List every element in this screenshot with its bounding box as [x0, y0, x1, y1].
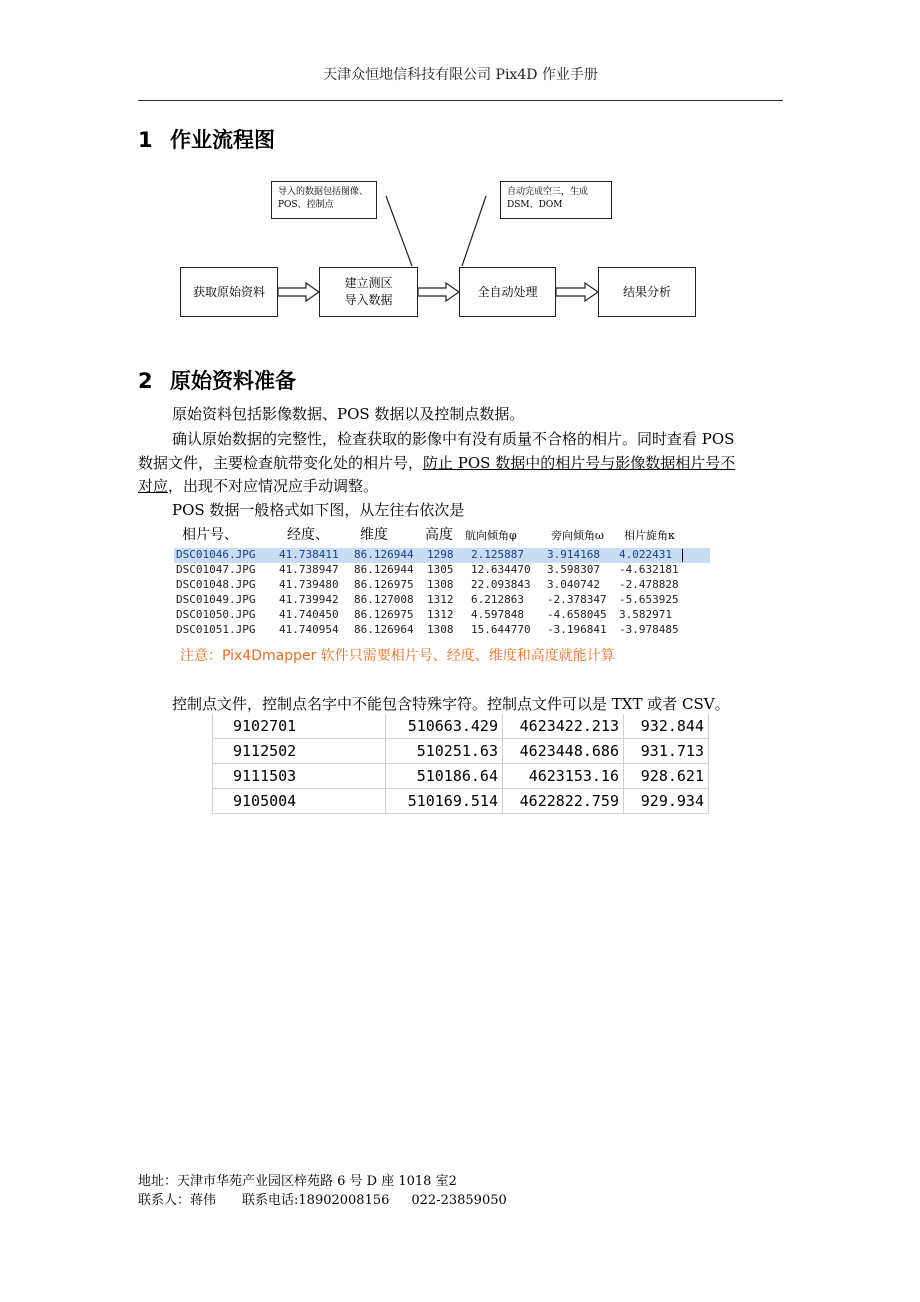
table-row[interactable]: 9112502 510251.63 4623448.686 931.713: [213, 739, 709, 764]
step-get-raw-data: 获取原始资料: [180, 267, 278, 317]
section-1-number: 1: [138, 128, 153, 152]
step-create-project: 建立测区 导入数据: [319, 267, 418, 317]
contact-person: 联系人：蒋伟: [138, 1193, 217, 1208]
workflow-diagram: [0, 0, 920, 340]
table-row[interactable]: DSC01051.JPG 41.740954 86.126964 1308 15.644770 -3.196841 -3.978485: [176, 623, 679, 636]
pos-header-photo: 相片号、: [182, 527, 238, 543]
contact-phone-2: 022-23859050: [411, 1193, 507, 1208]
control-point-table: [212, 714, 709, 814]
pos-header-alt: 高度: [425, 527, 453, 543]
footer-address: 地址：天津市华苑产业园区梓苑路 6 号 D 座 1018 室2: [138, 1174, 457, 1189]
table-row[interactable]: 9111503 510186.64 4623153.16 928.621: [213, 764, 709, 789]
paragraph-check-line-1: 确认原始数据的完整性，检查获取的影像中有没有质量不合格的相片。同时查看 POS: [172, 430, 735, 448]
table-row[interactable]: 9102701 510663.429 4623422.213 932.844: [213, 714, 709, 739]
page-number: 2: [448, 1174, 457, 1189]
paragraph-check-line-2: 数据文件，主要检查航带变化处的相片号，防止 POS 数据中的相片号与影像数据相片号不: [138, 454, 736, 472]
callout-line-2: [462, 196, 486, 266]
text-cursor: [682, 549, 683, 562]
pos-header-lon: 经度、: [287, 527, 329, 543]
paragraph-control-points: 控制点文件，控制点名字中不能包含特殊字符。控制点文件可以是 TXT 或者 CSV。: [172, 695, 730, 713]
table-row[interactable]: DSC01048.JPG 41.739480 86.126975 1308 22.093843 3.040742 -2.478828: [176, 578, 679, 591]
flow-arrow-1: [278, 283, 319, 301]
pos-data-table: [174, 548, 714, 640]
section-2-number: 2: [138, 369, 153, 393]
section-2-heading: [138, 365, 296, 395]
step-result-analysis: 结果分析: [598, 267, 696, 317]
table-row[interactable]: 9105004 510169.514 4622822.759 929.934: [213, 789, 709, 814]
note-pix4d-requirement: 注意：Pix4Dmapper 软件只需要相片号、经度、维度和高度就能计算: [180, 648, 615, 664]
step-auto-processing: 全自动处理: [459, 267, 556, 317]
table-row[interactable]: DSC01047.JPG 41.738947 86.126944 1305 12.634470 3.598307 -4.632181: [176, 563, 679, 576]
flow-arrow-2: [418, 283, 459, 301]
flow-arrow-3: [556, 283, 598, 301]
table-row[interactable]: DSC01046.JPG 41.738411 86.126944 1298 2.125887 3.914168 4.022431: [174, 548, 710, 563]
table-row[interactable]: DSC01049.JPG 41.739942 86.127008 1312 6.212863 -2.378347 -5.653925: [176, 593, 679, 606]
pos-header-omega: 旁向倾角ω: [551, 529, 604, 542]
pos-header-lat: 维度: [360, 527, 388, 543]
section-2-title: 原始资料准备: [170, 369, 296, 393]
section-1-title: 作业流程图: [170, 128, 275, 152]
underlined-warning: 防止 POS 数据中的相片号与影像数据相片号不: [423, 454, 736, 472]
pos-column-headers: [0, 524, 920, 544]
footer-contact: [138, 1191, 507, 1210]
contact-phone: 联系电话:18902008156: [242, 1193, 390, 1208]
pos-header-phi: 航向倾角φ: [465, 529, 517, 542]
pos-header-kappa: 相片旋角κ: [624, 529, 675, 542]
page-header: 天津众恒地信科技有限公司 Pix4D 作业手册: [323, 67, 598, 83]
callout-auto-process: 自动完成空三，生成 DSM、DOM: [500, 181, 612, 219]
table-row[interactable]: DSC01050.JPG 41.740450 86.126975 1312 4.597848 -4.658045 3.582971: [176, 608, 672, 621]
callout-line-1: [386, 196, 412, 266]
paragraph-raw-data: 原始资料包括影像数据、POS 数据以及控制点数据。: [172, 405, 525, 423]
callout-import-data: 导入的数据包括图像、 POS、控制点: [271, 181, 377, 219]
paragraph-pos-format: POS 数据一般格式如下图，从左往右依次是: [172, 501, 465, 519]
paragraph-check-line-3: 对应，出现不对应情况应手动调整。: [138, 477, 379, 495]
